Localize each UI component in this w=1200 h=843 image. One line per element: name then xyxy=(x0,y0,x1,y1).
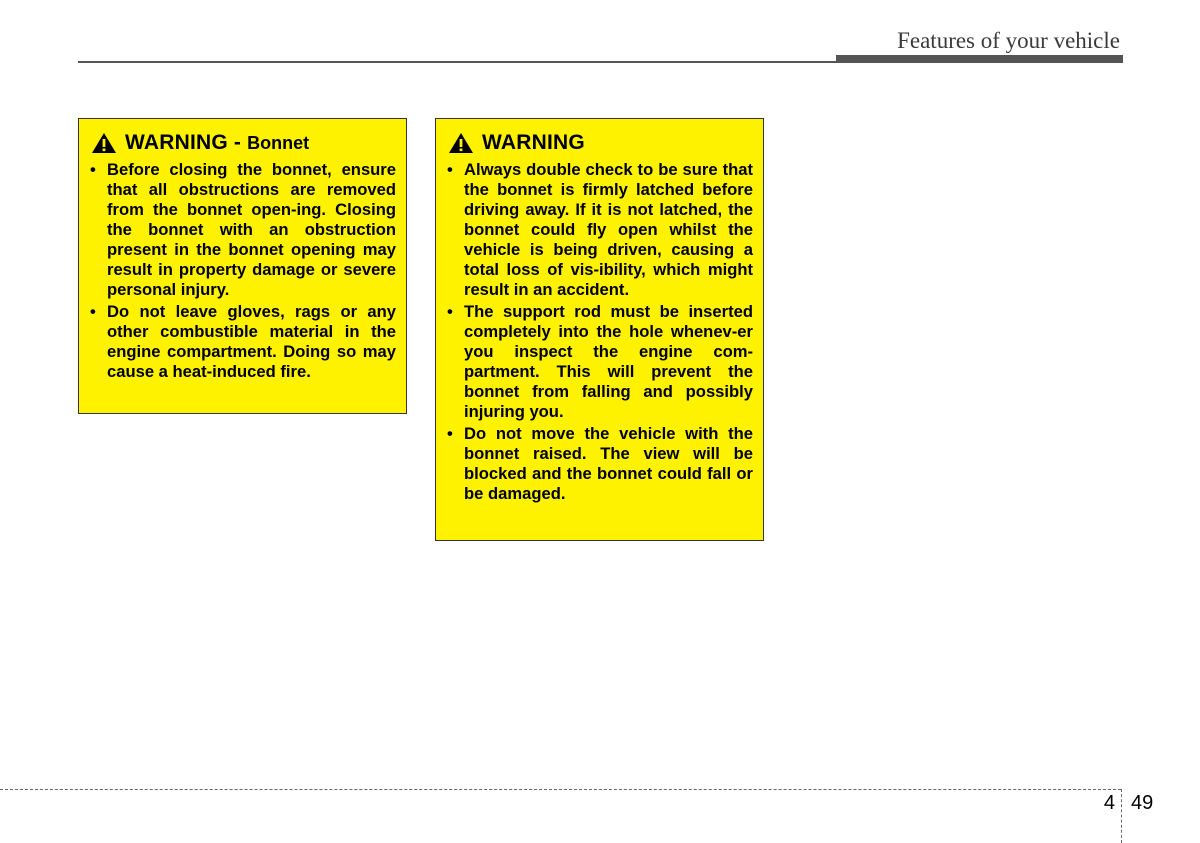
warning-title xyxy=(448,131,585,155)
footer-page-divider xyxy=(1121,789,1122,843)
warning-title xyxy=(91,131,309,155)
chapter-number: 4 xyxy=(1103,792,1115,814)
warning-item: • Do not move the vehicle with the bonnet raised. The view will be blocked and the bonnet could fall or be damaged. xyxy=(447,424,753,503)
warning-triangle-icon xyxy=(91,132,117,154)
page-number: 49 xyxy=(1131,792,1154,814)
warning-box-bonnet xyxy=(78,118,407,414)
header-rule xyxy=(78,61,836,63)
warning-subtitle: Bonnet xyxy=(247,132,310,153)
warning-item: • The support rod must be inserted completely into the hole whenev-er you inspect the engine com-partment. This will prevent the bonnet from falling and possibly injuring you. xyxy=(447,302,753,421)
footer-dashed-rule xyxy=(0,789,1121,790)
warning-title-text: WARNING - xyxy=(125,131,242,154)
warning-item: • Do not leave gloves, rags or any other combustible material in the engine compartment. Doing so may cause a heat-induced fire. xyxy=(90,302,396,381)
header-rule-accent xyxy=(836,55,1123,63)
warning-list xyxy=(90,160,396,384)
page-header-title: Features of your vehicle xyxy=(897,28,1120,53)
warning-triangle-icon xyxy=(448,132,474,154)
warning-list xyxy=(447,160,753,506)
warning-title-text: WARNING xyxy=(482,131,585,154)
warning-item: • Always double check to be sure that the bonnet is firmly latched before driving away. If it is not latched, the bonnet could fly open whilst the vehicle is being driven, causing a total loss of vis-ibility, which might result in an accident. xyxy=(447,160,753,299)
warning-box-general xyxy=(435,118,764,541)
warning-item: • Before closing the bonnet, ensure that all obstructions are removed from the bonnet open-ing. Closing the bonnet with an obstruction present in the bonnet opening may result in property damage or severe personal injury. xyxy=(90,160,396,299)
